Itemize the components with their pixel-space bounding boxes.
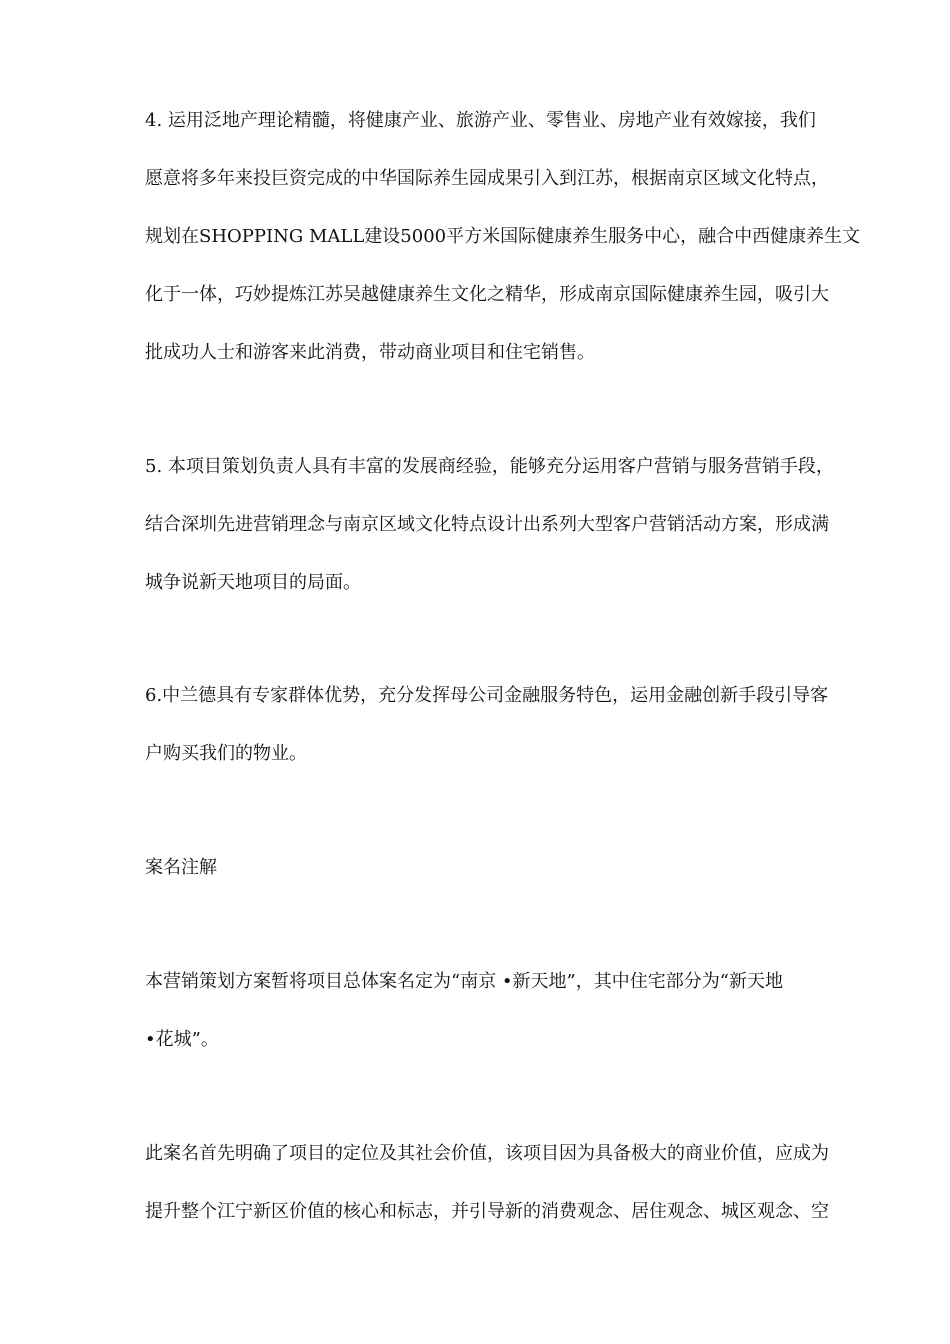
paragraph-5-line-2: 结合深圳先进营销理念与南京区域文化特点设计出系列大型客户营销活动方案，形成满 [145, 514, 829, 535]
paragraph-6-line-1: 6.中兰德具有专家群体优势，充分发挥母公司金融服务特色，运用金融创新手段引导客 [145, 685, 829, 706]
paragraph-4-line-3: 规划在SHOPPING MALL建设5000平方米国际健康养生服务中心，融合中西健康养生文 [145, 226, 861, 247]
paragraph-value-line-1: 此案名首先明确了项目的定位及其社会价值，该项目因为具备极大的商业价值，应成为 [145, 1143, 829, 1164]
paragraph-5-line-1: 5. 本项目策划负责人具有丰富的发展商经验，能够充分运用客户营销与服务营销手段， [145, 456, 834, 477]
paragraph-4-line-4: 化于一体，巧妙提炼江苏吴越健康养生文化之精华，形成南京国际健康养生园，吸引大 [145, 284, 829, 305]
paragraph-name-line-2: •花城”。 [145, 1029, 219, 1050]
paragraph-value-line-2: 提升整个江宁新区价值的核心和标志，并引导新的消费观念、居住观念、城区观念、空 [145, 1201, 829, 1222]
paragraph-4-line-2: 愿意将多年来投巨资完成的中华国际养生园成果引入到江苏，根据南京区域文化特点， [145, 168, 829, 189]
paragraph-4-line-1: 4. 运用泛地产理论精髓，将健康产业、旅游产业、零售业、房地产业有效嫁接，我们 [145, 110, 816, 131]
paragraph-6-line-2: 户购买我们的物业。 [145, 743, 307, 764]
paragraph-5-line-3: 城争说新天地项目的局面。 [145, 572, 361, 593]
paragraph-name-line-1: 本营销策划方案暂将项目总体案名定为“南京 •新天地”，其中住宅部分为“新天地 [145, 971, 783, 992]
section-heading: 案名注解 [145, 857, 217, 878]
paragraph-4-line-5: 批成功人士和游客来此消费，带动商业项目和住宅销售。 [145, 342, 595, 363]
